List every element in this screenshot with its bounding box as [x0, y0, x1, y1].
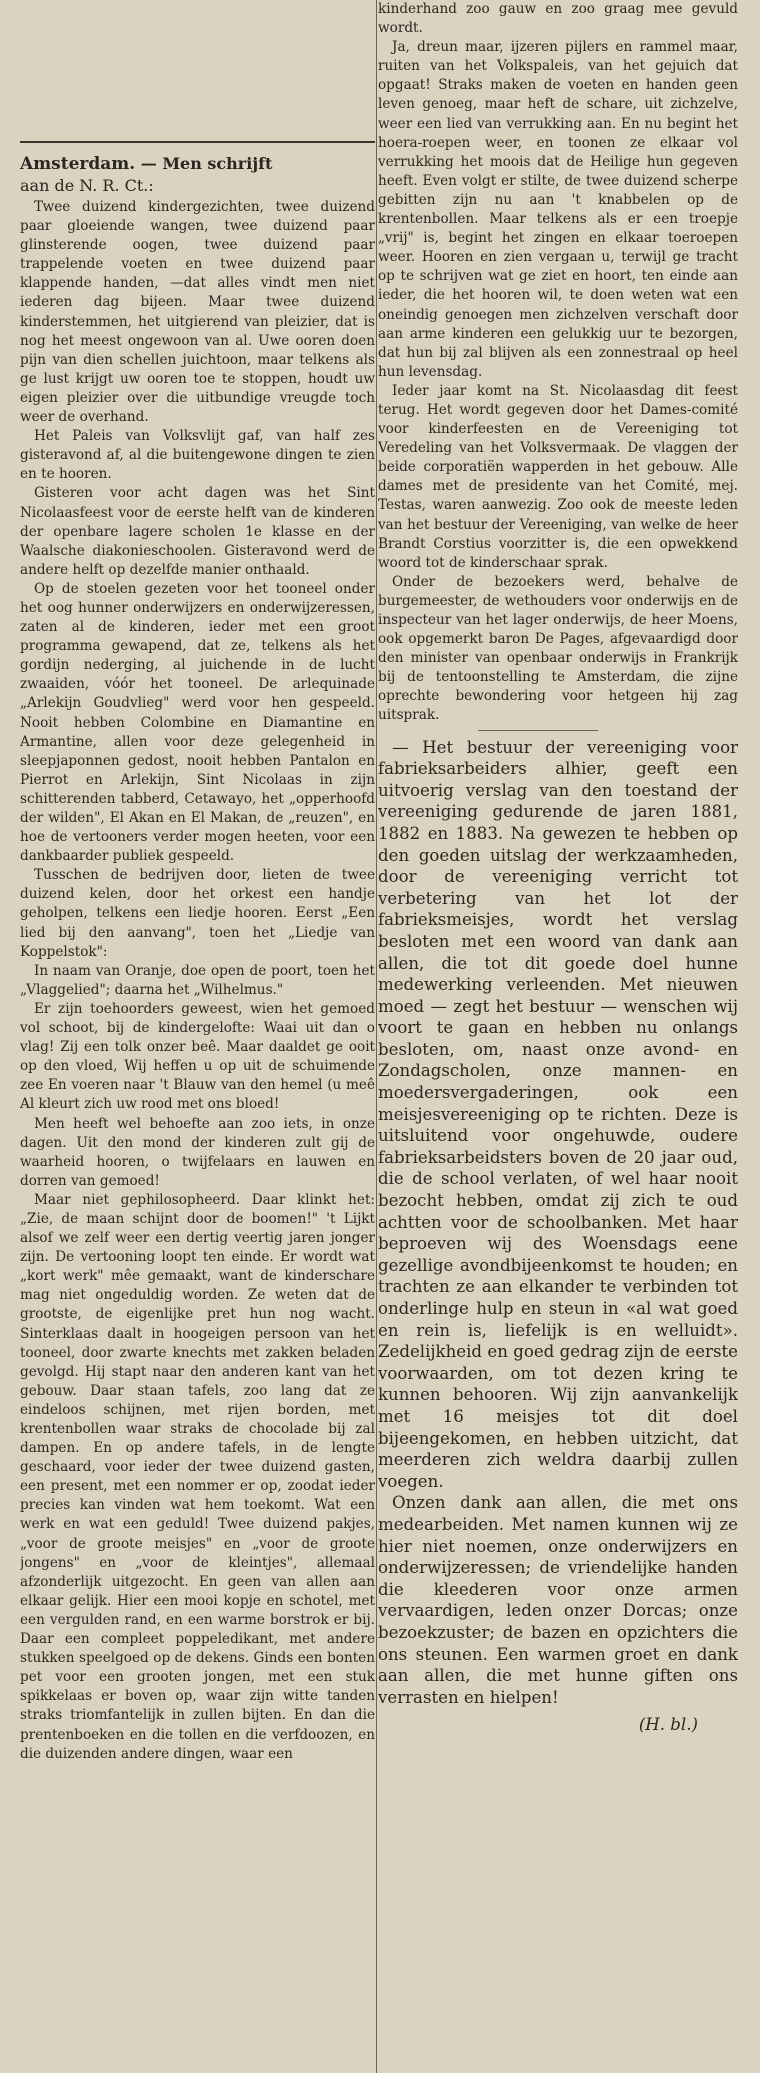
- paragraph: In naam van Oranje, doe open de poort, toen het „Vlaggelied"; daarna het „Wilhelmus.": [20, 962, 375, 998]
- column-separator: [376, 0, 377, 2073]
- left-column: [20, 152, 375, 2073]
- paragraph: Men heeft wel behoefte aan zoo iets, in onze dagen. Uit den mond der kinderen zult gij de waarheid hooren, o twijfelaars en lauwen en dorren van gemoed!: [20, 1115, 375, 1189]
- paragraph: Het Paleis van Volksvlijt gaf, van half zes gisteravond af, al die buitengewone dingen te zien en te hooren.: [20, 428, 375, 483]
- heading-rest: — Men schrijft: [135, 154, 273, 173]
- paragraph: Tusschen de bedrijven door, lieten de twee duizend kelen, door het orkest een handje geholpen, telkens een liedje hooren. Eerst „Een lied bij den aanvang", toen het „Liedje van Koppelstok":: [20, 867, 375, 960]
- paragraph: — Het bestuur der vereeniging voor fabrieksarbeiders alhier, geeft een uitvoerig verslag van den toestand der vereeniging gedurende de jaren 1881, 1882 en 1883. Na gewezen te hebben op den goeden uitslag der werkzaamheden, door de vereeniging verricht tot verbetering van het lot der fabrieksmeisjes, wordt het verslag besloten met een woord van dank aan allen, die tot dit goede doel hunne medewerking verleenden. Met nieuwen moed — zegt het bestuur — wenschen wij voort te gaan en hebben nu onlangs besloten, om, naast onze avond- en Zondagscholen, onze mannen- en moedersvergaderingen, ook een meisjesvereeniging op te richten. Deze is uitsluitend voor ongehuwde, oudere fabrieksarbeidsters boven de 20 jaar oud, die de school verlaten, of wel haar nooit bezocht hebben, omdat zij zich te oud achtten voor de schoolbanken. Met haar beproeven wij des Woensdags eene gezellige avondbijeenkomst te houden; en trachten ze aan elkander te verbinden tot onderlinge hulp en steun in «al wat goed en rein is, liefelijk is en welluidt». Zedelijkheid en goed gedrag zijn de eerste voorwaarden, om tot dezen kring te kunnen behooren. Wij zijn aanvankelijk met 16 meisjes tot dit doel bijeengekomen, en hebben uitzicht, dat meerderen zich weldra daarbij zullen voegen.: [378, 737, 738, 1491]
- paragraph: Onzen dank aan allen, die met ons medearbeiden. Met namen kunnen wij ze hier niet noemen, onze onderwijzers en onderwijzeressen; de vriendelijke handen die kleederen voor onze armen vervaardigen, leden onzer Dorcas; onze bezoekzuster; de bazen en opzichters die ons steunen. Een warmen groet en dank aan allen, die met hunne giften ons verrasten en hielpen!: [378, 1493, 738, 1707]
- paragraph: kinderhand zoo gauw en zoo graag mee gevuld wordt.: [378, 1, 738, 37]
- paragraph: Gisteren voor acht dagen was het Sint Nicolaasfeest voor de eerste helft van de kinderen der openbare lagere scholen 1e klasse en der Waalsche diakonieschoolen. Gisteravond werd de andere helft op dezelfde manier onthaald.: [20, 485, 375, 578]
- paragraph: Maar niet gephilosopheerd. Daar klinkt het: „Zie, de maan schijnt door de boomen!" 't Lijkt alsof we zelf weer een dertig veertig jaren jonger zijn. De vertooning loopt ten einde. Er wordt wat „kort werk" mêe gemaakt, want de kinderschare mag niet ongeduldig worden. Ze weten dat de grootste, de eigenlijke pret hun nog wacht. Sinterklaas daalt in hoogeigen persoon van het tooneel, door zwarte knechts met zakken beladen gevolgd. Hij stapt naar den anderen kant van het gebouw. Daar staan tafels, zoo lang dat ze eindeloos schijnen, met rijen borden, met krentenbollen waar straks de chocolade bij zal dampen. En op andere tafels, in de lengte geschaard, voor ieder der twee duizend gasten, een present, met een nommer er op, zoodat ieder precies kan vinden wat hem toekomt. Wat een werk en wat een geduld! Twee duizend pakjes, „voor de groote meisjes" en „voor de groote jongens" en „voor de kleintjes", allemaal afzonderlijk uitgezocht. En geen van allen aan elkaar gelijk. Hier een mooi kopje en schotel, met een vergulden rand, en een warme borstrok er bij. Daar een compleet poppeledikant, met andere stukken speelgoed op de dekens. Ginds een bonten pet voor een grooten jongen, met een stuk spikkelaas er boven op, waar zijn witte tanden straks triomfantelijk in zullen bijten. En dan die prentenboeken en die tollen en die verfdoozen, en die duizenden andere dingen, waar een: [20, 1191, 375, 1762]
- article-separator: [478, 730, 598, 733]
- paragraph: Twee duizend kindergezichten, twee duizend paar gloeiende wangen, twee duizend paar glinsterende oogen, twee duizend paar trappelende voeten en twee duizend paar klappende handen, —dat alles vindt men niet iederen dag bijeen. Maar twee duizend kinderstemmen, het uitgierend van pleizier, dat is nog het meest ongewoon van al. Uwe ooren doen pijn van dien schellen juichtoon, maar telkens als ge lust krijgt uw ooren toe te stoppen, houdt uw eigen pleizier over die uitbundige vreugde toch weer de overhand.: [20, 199, 375, 426]
- article-top-rule: [20, 141, 375, 143]
- article-heading: [20, 154, 375, 174]
- paragraph: Ieder jaar komt na St. Nicolaasdag dit feest terug. Het wordt gegeven door het Dames-comité voor kinderfeesten en de Vereeniging tot Veredeling van het Volksvermaak. De vlaggen der beide corporatiën wapperden in het gebouw. Alle dames met de presidente van het Comité, mej. Testas, waren aanwezig. Zoo ook de meeste leden van het bestuur der Vereeniging, van welke de heer Brandt Corstius voorzitter is, die een opwekkend woord tot de kinderschaar sprak.: [378, 382, 738, 571]
- paragraph: Onder de bezoekers werd, behalve de burgemeester, de wethouders voor onderwijs en de inspecteur van het lager onderwijs, de heer Moens, ook opgemerkt baron De Pages, afgevaardigd door den minister van openbaar onderwijs in Frankrijk bij de tentoonstelling te Amsterdam, die zijne oprechte bewondering voor hetgeen hij zag uitsprak.: [378, 573, 738, 724]
- signature: (H. bl.): [638, 1715, 698, 1735]
- paragraph: Ja, dreun maar, ijzeren pijlers en rammel maar, ruiten van het Volkspaleis, van het gejuich dat opgaat! Straks maken de voeten en handen geen leven genoeg, maar heft de schare, uit zichzelve, weer een lied van verrukking aan. En nu begint het hoera-roepen weer, en toonen ze elkaar vol verrukking het moois dat de Heilige hun gegeven heeft. Even volgt er stilte, de twee duizend scherpe gebitten zijn nu aan 't knabbelen op de krentenbollen. Maar telkens als er een troepje „vrij" is, begint het zingen en elkaar toeroepen weer. Hooren en zien vergaan u, terwijl ge tracht op te schrijven wat ge ziet en hoort, ten einde aan ieder, die het hooren wil, te doen weten wat een oneindig genoegen men zichzelven verschaft door aan arme kinderen een gelukkig uur te bezorgen, dat hun bij zal blijven als een zonnestraal op heel hun levensdag.: [378, 39, 738, 380]
- right-column: [378, 0, 738, 2073]
- paragraph: Op de stoelen gezeten voor het tooneel onder het oog hunner onderwijzers en onderwijzeressen, zaten al de kinderen, ieder met een groot programma gewapend, dat ze, telkens als het gordijn nederging, al juichende in de lucht zwaaiden, vóór het tooneel. De arlequinade „Arlekijn Goudvlieg" werd voor hen gespeeld. Nooit hebben Colombine en Diamantine en Armantine, allen voor deze gelegenheid in sleepjaponnen gedost, nooit hebben Pantalon en Pierrot en Arlekijn, Sint Nicolaas in zijn schitterenden tabberd, Cetawayo, het „opperhoofd der wilden", El Akan en El Makan, de „reuzen", en hoe de vertooners verder mogen heeten, voor een dankbaarder publiek gespeeld.: [20, 580, 375, 865]
- paragraph: Er zijn toehoorders geweest, wien het gemoed vol schoot, bij de kindergelofte: Waai uit dan o vlag! Zij een tolk onzer beê. Maar daaldet ge ooit op den vloed, Wij heffen u op uit de schuimende zee En voeren naar 't Blauw van den hemel (u meê Al kleurt zich uw rood met ons bloed!: [20, 1000, 375, 1113]
- heading-city: Amsterdam.: [20, 154, 136, 174]
- heading-source: aan de N. R. Ct.:: [20, 176, 154, 195]
